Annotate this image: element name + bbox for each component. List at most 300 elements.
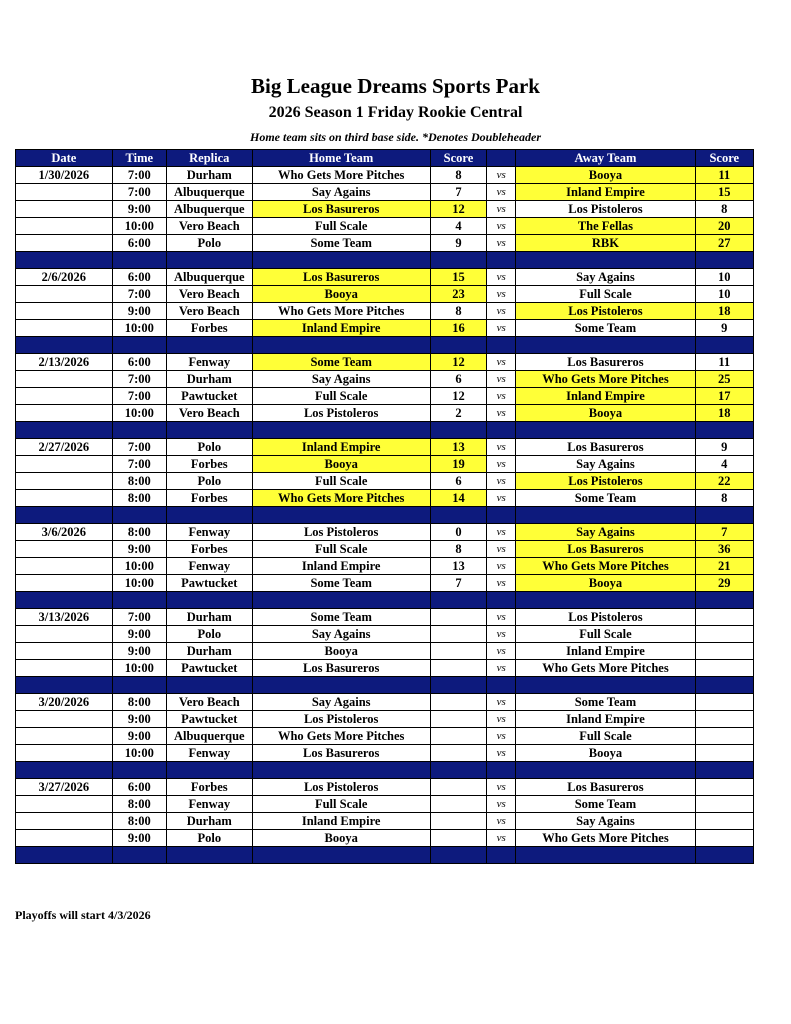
replica-cell: Vero Beach — [167, 303, 253, 320]
away-score-cell: 10 — [695, 286, 753, 303]
away-team-cell: Booya — [516, 575, 695, 592]
separator-cell — [112, 422, 166, 439]
time-cell: 7:00 — [112, 371, 166, 388]
vs-cell: vs — [487, 779, 516, 796]
home-team-cell: Los Basureros — [252, 660, 430, 677]
date-cell: 2/27/2026 — [16, 439, 113, 456]
vs-cell: vs — [487, 354, 516, 371]
replica-cell: Polo — [167, 439, 253, 456]
replica-cell: Pawtucket — [167, 388, 253, 405]
replica-cell: Vero Beach — [167, 694, 253, 711]
replica-cell: Fenway — [167, 354, 253, 371]
week-separator — [16, 762, 754, 779]
schedule-table — [15, 149, 754, 864]
replica-cell: Durham — [167, 643, 253, 660]
away-score-cell: 11 — [695, 167, 753, 184]
time-cell: 9:00 — [112, 541, 166, 558]
time-cell: 7:00 — [112, 439, 166, 456]
replica-cell: Vero Beach — [167, 286, 253, 303]
date-cell — [16, 796, 113, 813]
away-team-cell: Los Basureros — [516, 354, 695, 371]
home-score-cell: 2 — [430, 405, 486, 422]
home-team-cell: Full Scale — [252, 218, 430, 235]
away-score-cell — [695, 813, 753, 830]
replica-cell: Fenway — [167, 524, 253, 541]
time-cell: 7:00 — [112, 286, 166, 303]
home-team-cell: Los Basureros — [252, 745, 430, 762]
away-score-cell: 27 — [695, 235, 753, 252]
replica-cell: Vero Beach — [167, 218, 253, 235]
away-score-cell — [695, 694, 753, 711]
date-cell: 3/20/2026 — [16, 694, 113, 711]
away-score-cell: 29 — [695, 575, 753, 592]
away-team-cell: The Fellas — [516, 218, 695, 235]
separator-cell — [487, 847, 516, 864]
vs-cell: vs — [487, 660, 516, 677]
away-score-cell: 8 — [695, 490, 753, 507]
replica-cell: Fenway — [167, 558, 253, 575]
time-cell: 10:00 — [112, 558, 166, 575]
table-row — [16, 643, 754, 660]
replica-cell: Fenway — [167, 745, 253, 762]
away-team-cell: Say Agains — [516, 524, 695, 541]
separator-cell — [252, 847, 430, 864]
separator-cell — [516, 252, 695, 269]
home-team-cell: Who Gets More Pitches — [252, 167, 430, 184]
away-score-cell: 9 — [695, 320, 753, 337]
time-cell: 7:00 — [112, 184, 166, 201]
week-separator — [16, 507, 754, 524]
separator-cell — [112, 507, 166, 524]
vs-cell: vs — [487, 745, 516, 762]
home-team-cell: Booya — [252, 456, 430, 473]
away-score-cell: 21 — [695, 558, 753, 575]
replica-cell: Pawtucket — [167, 660, 253, 677]
away-team-cell: Say Agains — [516, 813, 695, 830]
week-separator — [16, 252, 754, 269]
col-header-home-score: Score — [430, 150, 486, 167]
time-cell: 8:00 — [112, 694, 166, 711]
table-row — [16, 728, 754, 745]
date-cell — [16, 184, 113, 201]
separator-cell — [167, 337, 253, 354]
time-cell: 9:00 — [112, 201, 166, 218]
separator-cell — [252, 422, 430, 439]
page-title: Big League Dreams Sports Park — [251, 74, 540, 98]
vs-cell: vs — [487, 201, 516, 218]
time-cell: 6:00 — [112, 269, 166, 286]
separator-cell — [252, 507, 430, 524]
vs-cell: vs — [487, 456, 516, 473]
home-score-cell — [430, 779, 486, 796]
separator-cell — [252, 592, 430, 609]
replica-cell: Forbes — [167, 456, 253, 473]
home-score-cell: 7 — [430, 184, 486, 201]
home-score-cell — [430, 643, 486, 660]
away-team-cell: Los Pistoleros — [516, 473, 695, 490]
away-score-cell — [695, 779, 753, 796]
home-team-cell: Some Team — [252, 609, 430, 626]
home-score-cell: 13 — [430, 558, 486, 575]
table-row — [16, 830, 754, 847]
separator-cell — [16, 847, 113, 864]
date-cell — [16, 320, 113, 337]
separator-cell — [487, 507, 516, 524]
separator-cell — [16, 677, 113, 694]
table-row — [16, 813, 754, 830]
vs-cell: vs — [487, 388, 516, 405]
time-cell: 8:00 — [112, 490, 166, 507]
replica-cell: Polo — [167, 830, 253, 847]
time-cell: 7:00 — [112, 388, 166, 405]
separator-cell — [252, 762, 430, 779]
home-team-cell: Inland Empire — [252, 320, 430, 337]
away-score-cell — [695, 728, 753, 745]
separator-cell — [430, 422, 486, 439]
away-score-cell — [695, 711, 753, 728]
home-team-cell: Some Team — [252, 354, 430, 371]
home-score-cell: 9 — [430, 235, 486, 252]
table-row — [16, 269, 754, 286]
away-team-cell: Los Pistoleros — [516, 609, 695, 626]
replica-cell: Forbes — [167, 779, 253, 796]
separator-cell — [695, 847, 753, 864]
away-team-cell: Full Scale — [516, 728, 695, 745]
vs-cell: vs — [487, 711, 516, 728]
separator-cell — [516, 422, 695, 439]
schedule-body — [16, 167, 754, 864]
date-cell — [16, 473, 113, 490]
home-team-cell: Inland Empire — [252, 439, 430, 456]
away-score-cell — [695, 643, 753, 660]
table-row — [16, 167, 754, 184]
home-score-cell — [430, 626, 486, 643]
date-cell — [16, 371, 113, 388]
away-team-cell: Some Team — [516, 490, 695, 507]
date-cell — [16, 728, 113, 745]
away-score-cell — [695, 626, 753, 643]
replica-cell: Durham — [167, 167, 253, 184]
date-cell — [16, 626, 113, 643]
replica-cell: Durham — [167, 371, 253, 388]
table-row — [16, 303, 754, 320]
separator-cell — [167, 762, 253, 779]
separator-cell — [695, 762, 753, 779]
date-cell: 1/30/2026 — [16, 167, 113, 184]
table-row — [16, 456, 754, 473]
separator-cell — [695, 677, 753, 694]
table-row — [16, 745, 754, 762]
date-cell — [16, 711, 113, 728]
away-score-cell — [695, 830, 753, 847]
away-team-cell: Los Pistoleros — [516, 201, 695, 218]
home-team-cell: Say Agains — [252, 371, 430, 388]
week-separator — [16, 592, 754, 609]
separator-cell — [695, 252, 753, 269]
table-row — [16, 235, 754, 252]
col-header-away-team: Away Team — [516, 150, 695, 167]
home-score-cell: 0 — [430, 524, 486, 541]
away-team-cell: Say Agains — [516, 269, 695, 286]
date-cell — [16, 201, 113, 218]
home-score-cell — [430, 609, 486, 626]
date-cell — [16, 405, 113, 422]
separator-cell — [112, 847, 166, 864]
home-team-cell: Say Agains — [252, 694, 430, 711]
date-cell — [16, 303, 113, 320]
home-team-cell: Who Gets More Pitches — [252, 490, 430, 507]
time-cell: 9:00 — [112, 643, 166, 660]
col-header-date: Date — [16, 150, 113, 167]
away-team-cell: Booya — [516, 405, 695, 422]
home-score-cell — [430, 813, 486, 830]
away-team-cell: Booya — [516, 745, 695, 762]
away-team-cell: Who Gets More Pitches — [516, 371, 695, 388]
vs-cell: vs — [487, 830, 516, 847]
away-score-cell: 18 — [695, 303, 753, 320]
away-score-cell — [695, 796, 753, 813]
away-score-cell — [695, 745, 753, 762]
separator-cell — [167, 847, 253, 864]
date-cell — [16, 643, 113, 660]
away-score-cell: 36 — [695, 541, 753, 558]
away-team-cell: Booya — [516, 167, 695, 184]
replica-cell: Albuquerque — [167, 201, 253, 218]
time-cell: 9:00 — [112, 303, 166, 320]
separator-cell — [516, 677, 695, 694]
col-header-away-score: Score — [695, 150, 753, 167]
replica-cell: Durham — [167, 609, 253, 626]
time-cell: 10:00 — [112, 320, 166, 337]
separator-cell — [430, 337, 486, 354]
vs-cell: vs — [487, 728, 516, 745]
home-team-cell: Los Pistoleros — [252, 405, 430, 422]
table-row — [16, 218, 754, 235]
home-score-cell: 7 — [430, 575, 486, 592]
home-team-cell: Some Team — [252, 235, 430, 252]
home-team-cell: Los Pistoleros — [252, 524, 430, 541]
col-header-vs — [487, 150, 516, 167]
separator-cell — [487, 762, 516, 779]
time-cell: 10:00 — [112, 660, 166, 677]
away-score-cell: 25 — [695, 371, 753, 388]
vs-cell: vs — [487, 269, 516, 286]
vs-cell: vs — [487, 524, 516, 541]
away-team-cell: Los Pistoleros — [516, 303, 695, 320]
separator-cell — [167, 677, 253, 694]
away-team-cell: Los Basureros — [516, 779, 695, 796]
home-score-cell: 8 — [430, 541, 486, 558]
separator-cell — [516, 592, 695, 609]
date-cell — [16, 558, 113, 575]
table-header-row — [16, 150, 754, 167]
away-team-cell: Inland Empire — [516, 643, 695, 660]
date-cell — [16, 456, 113, 473]
separator-cell — [695, 592, 753, 609]
home-score-cell: 6 — [430, 473, 486, 490]
time-cell: 8:00 — [112, 524, 166, 541]
separator-cell — [695, 507, 753, 524]
vs-cell: vs — [487, 184, 516, 201]
away-team-cell: Inland Empire — [516, 184, 695, 201]
home-team-cell: Full Scale — [252, 796, 430, 813]
separator-cell — [487, 337, 516, 354]
table-row — [16, 473, 754, 490]
home-team-cell: Some Team — [252, 575, 430, 592]
home-team-cell: Full Scale — [252, 473, 430, 490]
week-separator — [16, 677, 754, 694]
table-row — [16, 558, 754, 575]
replica-cell: Forbes — [167, 541, 253, 558]
table-row — [16, 354, 754, 371]
home-score-cell — [430, 728, 486, 745]
table-row — [16, 388, 754, 405]
replica-cell: Fenway — [167, 796, 253, 813]
table-row — [16, 405, 754, 422]
home-score-cell — [430, 745, 486, 762]
vs-cell: vs — [487, 286, 516, 303]
separator-cell — [112, 677, 166, 694]
vs-cell: vs — [487, 813, 516, 830]
col-header-home-team: Home Team — [252, 150, 430, 167]
time-cell: 10:00 — [112, 218, 166, 235]
table-row — [16, 184, 754, 201]
time-cell: 6:00 — [112, 354, 166, 371]
table-row — [16, 694, 754, 711]
separator-cell — [112, 592, 166, 609]
replica-cell: Polo — [167, 473, 253, 490]
vs-cell: vs — [487, 371, 516, 388]
separator-cell — [112, 337, 166, 354]
replica-cell: Pawtucket — [167, 711, 253, 728]
separator-cell — [430, 677, 486, 694]
home-score-cell: 12 — [430, 354, 486, 371]
separator-cell — [695, 337, 753, 354]
date-cell: 3/13/2026 — [16, 609, 113, 626]
away-team-cell: Inland Empire — [516, 388, 695, 405]
date-cell — [16, 575, 113, 592]
time-cell: 9:00 — [112, 626, 166, 643]
replica-cell: Albuquerque — [167, 184, 253, 201]
week-separator — [16, 847, 754, 864]
separator-cell — [430, 592, 486, 609]
away-team-cell: Los Basureros — [516, 439, 695, 456]
time-cell: 6:00 — [112, 235, 166, 252]
col-header-replica: Replica — [167, 150, 253, 167]
away-score-cell: 22 — [695, 473, 753, 490]
vs-cell: vs — [487, 235, 516, 252]
away-team-cell: Who Gets More Pitches — [516, 830, 695, 847]
date-cell — [16, 388, 113, 405]
table-row — [16, 660, 754, 677]
time-cell: 8:00 — [112, 796, 166, 813]
table-row — [16, 711, 754, 728]
time-cell: 8:00 — [112, 813, 166, 830]
separator-cell — [430, 252, 486, 269]
away-team-cell: Los Basureros — [516, 541, 695, 558]
home-team-cell: Booya — [252, 286, 430, 303]
home-score-cell — [430, 694, 486, 711]
week-separator — [16, 422, 754, 439]
separator-cell — [430, 847, 486, 864]
away-team-cell: Inland Empire — [516, 711, 695, 728]
away-team-cell: Full Scale — [516, 286, 695, 303]
separator-cell — [16, 762, 113, 779]
vs-cell: vs — [487, 490, 516, 507]
date-cell: 3/27/2026 — [16, 779, 113, 796]
home-team-cell: Los Pistoleros — [252, 779, 430, 796]
separator-cell — [487, 252, 516, 269]
home-team-cell: Inland Empire — [252, 813, 430, 830]
separator-cell — [487, 592, 516, 609]
replica-cell: Forbes — [167, 320, 253, 337]
table-row — [16, 490, 754, 507]
table-row — [16, 286, 754, 303]
time-cell: 9:00 — [112, 830, 166, 847]
time-cell: 9:00 — [112, 711, 166, 728]
away-team-cell: Some Team — [516, 796, 695, 813]
separator-cell — [16, 252, 113, 269]
separator-cell — [252, 337, 430, 354]
separator-cell — [516, 762, 695, 779]
date-cell: 2/6/2026 — [16, 269, 113, 286]
away-team-cell: Some Team — [516, 320, 695, 337]
table-row — [16, 320, 754, 337]
vs-cell: vs — [487, 643, 516, 660]
date-cell — [16, 660, 113, 677]
vs-cell: vs — [487, 541, 516, 558]
home-score-cell: 13 — [430, 439, 486, 456]
separator-cell — [487, 677, 516, 694]
home-team-cell: Say Agains — [252, 626, 430, 643]
vs-cell: vs — [487, 320, 516, 337]
time-cell: 8:00 — [112, 473, 166, 490]
date-cell — [16, 830, 113, 847]
home-team-cell: Full Scale — [252, 388, 430, 405]
table-row — [16, 541, 754, 558]
away-score-cell: 7 — [695, 524, 753, 541]
separator-cell — [516, 337, 695, 354]
page-subtitle: 2026 Season 1 Friday Rookie Central — [268, 104, 523, 121]
date-cell — [16, 745, 113, 762]
away-score-cell: 15 — [695, 184, 753, 201]
time-cell: 10:00 — [112, 575, 166, 592]
home-team-cell: Booya — [252, 830, 430, 847]
separator-cell — [516, 507, 695, 524]
separator-cell — [167, 252, 253, 269]
away-team-cell: RBK — [516, 235, 695, 252]
home-team-cell: Full Scale — [252, 541, 430, 558]
home-team-cell: Los Pistoleros — [252, 711, 430, 728]
vs-cell: vs — [487, 439, 516, 456]
date-cell — [16, 490, 113, 507]
home-score-cell: 8 — [430, 167, 486, 184]
separator-cell — [516, 847, 695, 864]
separator-cell — [430, 762, 486, 779]
home-score-cell — [430, 830, 486, 847]
home-team-cell: Who Gets More Pitches — [252, 303, 430, 320]
vs-cell: vs — [487, 558, 516, 575]
table-row — [16, 371, 754, 388]
separator-cell — [16, 592, 113, 609]
time-cell: 7:00 — [112, 609, 166, 626]
separator-cell — [695, 422, 753, 439]
home-score-cell: 12 — [430, 388, 486, 405]
replica-cell: Forbes — [167, 490, 253, 507]
away-score-cell — [695, 660, 753, 677]
replica-cell: Polo — [167, 235, 253, 252]
home-score-cell — [430, 711, 486, 728]
